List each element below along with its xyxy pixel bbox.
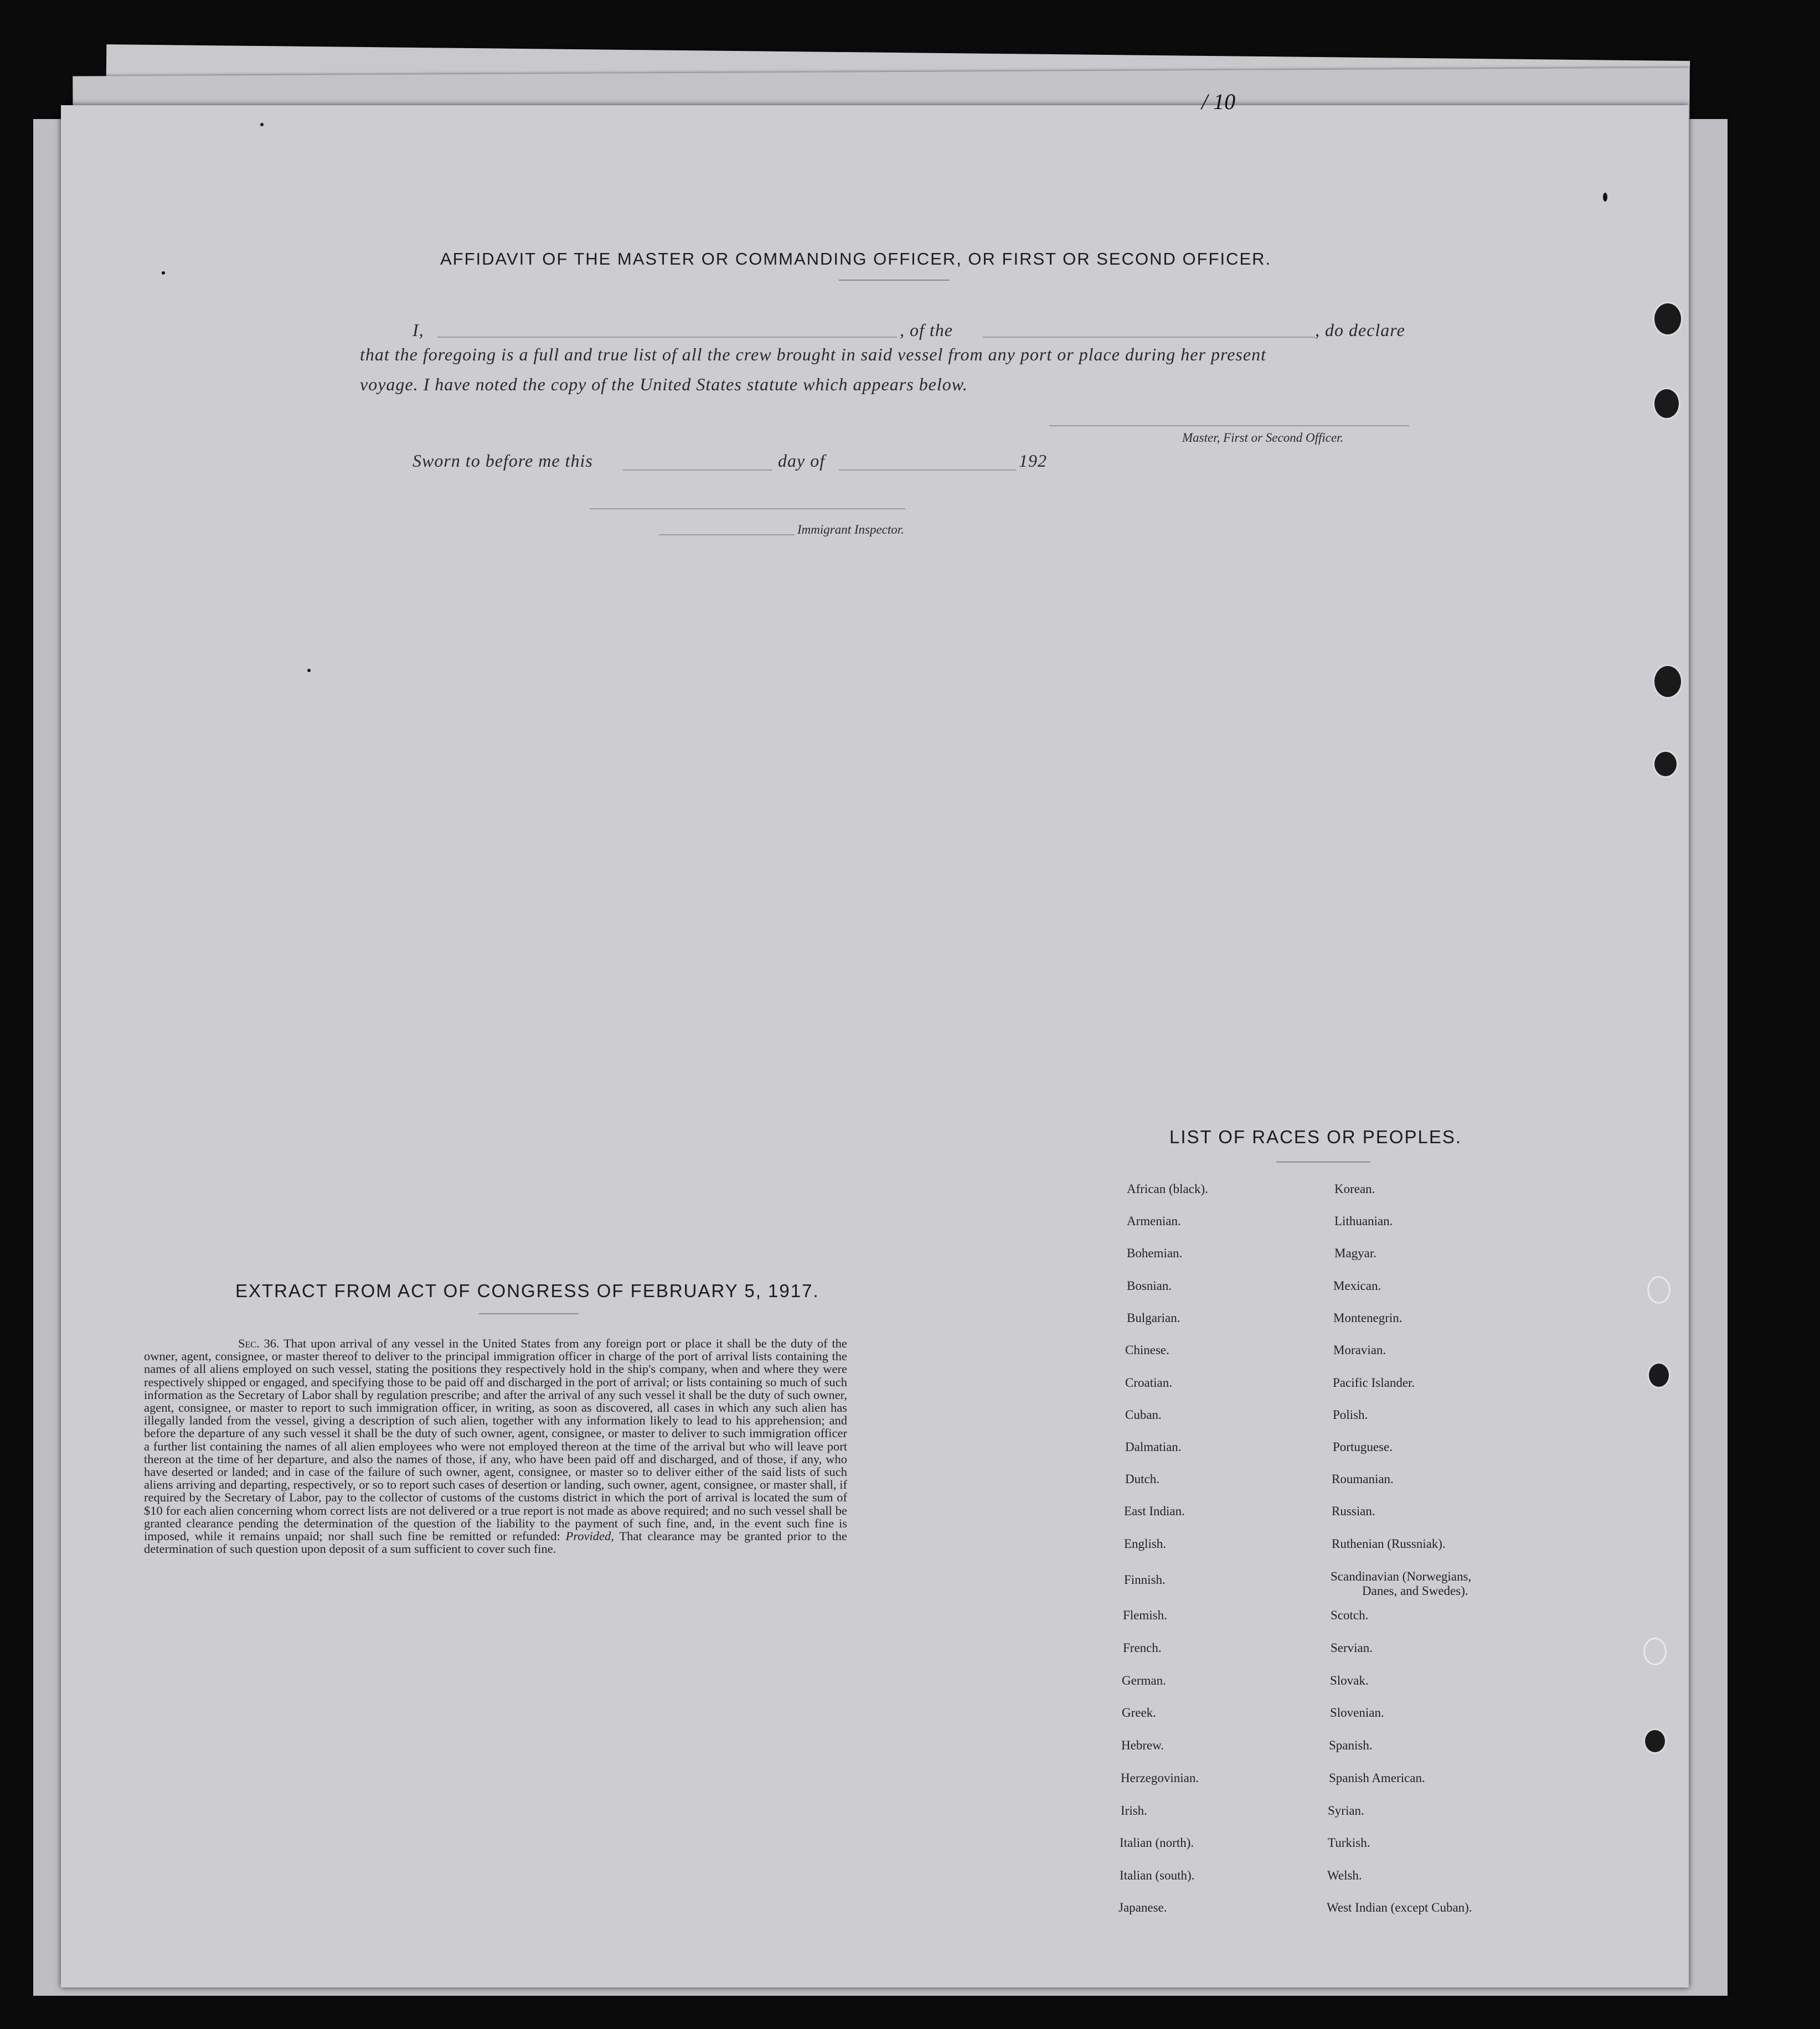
extract-body [144,1337,847,1555]
race-item: Dutch. [1125,1472,1159,1486]
punch-hole [1647,1362,1671,1388]
ink-speck [260,123,264,126]
sworn-month-blank [839,469,1016,471]
race-item: Russian. [1332,1504,1375,1518]
race-item: Roumanian. [1332,1472,1394,1486]
race-item: Chinese. [1125,1343,1169,1357]
race-item: Portuguese. [1333,1440,1393,1454]
race-item: Irish. [1121,1804,1147,1818]
affidavit-i: I, [413,320,424,340]
punch-hole [1653,388,1680,420]
race-item: Slovak. [1330,1674,1369,1687]
race-item: Korean. [1334,1182,1375,1196]
race-item: Croatian. [1125,1376,1172,1390]
race-item: Spanish American. [1329,1771,1425,1785]
punch-hole [1647,1276,1671,1304]
affidavit-of-the: , of the [900,320,953,340]
inspector-label: Immigrant Inspector. [797,523,904,536]
race-item: Polish. [1333,1408,1368,1422]
race-item: Scandinavian (Norwegians, [1331,1569,1472,1583]
race-item: Ruthenian (Russniak). [1332,1537,1446,1551]
race-item: West Indian (except Cuban). [1327,1901,1472,1914]
handwritten-mark: / 10 [1202,89,1236,114]
race-item: Japanese. [1118,1901,1167,1914]
race-item: African (black). [1127,1182,1208,1196]
race-item: Armenian. [1127,1214,1181,1228]
punch-hole [1653,750,1678,778]
affidavit-body-line2: that the foregoing is a full and true list of all the crew brought in said vessel from any port or place during her present [360,344,1266,364]
affidavit-body-line3: voyage. I have noted the copy of the United States statute which appears below. [360,374,968,394]
extract-text-end: That clearance may be granted prior to the determination of such question upon deposit of a sum sufficient to cover such fine. [144,1529,848,1556]
sworn-day-of: day of [778,451,826,471]
race-item: Lithuanian. [1334,1214,1393,1228]
race-item: Bohemian. [1127,1246,1183,1260]
races-list [1052,1182,1572,1924]
race-item-continued: Danes, and Swedes). [1362,1584,1468,1598]
punch-hole [1653,664,1683,699]
sworn-day-blank [623,469,772,471]
race-item: Servian. [1331,1641,1373,1655]
race-item: East Indian. [1124,1504,1185,1518]
race-item: Moravian. [1333,1343,1386,1357]
sworn-prefix: Sworn to before me this [413,451,593,471]
inspector-line [590,508,905,509]
ink-speck [1603,193,1607,202]
race-item: German. [1122,1674,1166,1687]
inspector-line-2 [659,534,795,535]
race-item: Herzegovinian. [1121,1771,1199,1785]
extract-title: EXTRACT FROM ACT OF CONGRESS OF FEBRUARY 5, 1917. [235,1281,819,1301]
race-item: Bosnian. [1127,1279,1172,1293]
extract-text-main: That upon arrival of any vessel in the United States from any foreign port or place it shall be the duty of the owner, agent, consignee, or master thereof to deliver to the principal immigration officer in charge of the port of arrival lists containing the names of all aliens employed on such vessel, stating the positions they respectively hold in the ship's company, when and where they were respectively shipped or engaged, and specifying those to be paid off and discharged in the port of arrival; or lists containing so much of such information as the Secretary of Labor shall by regulation prescribe; and after the arrival of any such vessel it shall be the duty of such owner, agent, consignee, or master to report to such immigration officer, in writing, as soon as discovered, all cases in which any such alien has illegally landed from the vessel, giving a description of such alien, together with any information likely to lead to his apprehension; and before the departure of any such vessel it shall be the duty of such owner, agent, consignee, or master to deliver to such immigration officer a further list containing the names of all alien employees who were not employed thereon at the time of the arrival but who will leave port thereon at the time of her departure, and also the names of those, if any, who have been paid off and discharged, and of those, if any, who have deserted or landed; and in case of the failure of such owner, agent, consignee, or master so to deliver either of the said lists of such aliens arriving and departing, respectively, or so to report such cases of desertion or landing, such owner, agent, consignee, or master shall, if required by the Secretary of Labor, pay to the collector of customs of the customs district in which the port of arrival is located the sum of $10 for each alien concerning whom correct lists are not delivered or a true report is not made as above required; and no such vessel shall be granted clearance pending the determination of the question of the liability to the payment of such fine, and, in the event such fine is imposed, while it remains unpaid; nor shall such fine be remitted or refunded: [144,1336,847,1543]
section-label: Sec. 36. [238,1336,280,1350]
race-item: Montenegrin. [1333,1311,1403,1325]
race-item: Italian (south). [1120,1868,1195,1882]
race-item: Scotch. [1331,1608,1369,1622]
punch-hole [1643,1638,1667,1665]
ink-speck [162,271,165,275]
divider [839,280,950,281]
race-item: Dalmatian. [1125,1440,1182,1454]
race-item: Hebrew. [1121,1738,1164,1752]
sworn-year: 192 [1019,451,1047,471]
affidavit-title: AFFIDAVIT OF THE MASTER OR COMMANDING OFFICER, OR FIRST OR SECOND OFFICER. [440,249,1272,269]
race-item: Turkish. [1328,1836,1370,1850]
race-item: Pacific Islander. [1333,1376,1415,1390]
name-blank [437,337,897,338]
race-item: Flemish. [1123,1608,1167,1622]
extract-provided: Provided, [565,1529,614,1543]
race-item: Bulgarian. [1127,1311,1180,1325]
race-item: French. [1123,1641,1162,1655]
race-item: Mexican. [1333,1279,1381,1293]
signature-label: Master, First or Second Officer. [1182,431,1344,445]
race-item: English. [1124,1537,1167,1551]
race-item: Spanish. [1329,1738,1373,1752]
race-item: Syrian. [1328,1804,1364,1818]
affidavit-do-declare: , do declare [1315,320,1405,340]
signature-line [1049,425,1409,426]
divider [1276,1161,1370,1163]
race-item: Italian (north). [1120,1836,1194,1850]
race-item: Finnish. [1124,1573,1166,1587]
race-item: Cuban. [1125,1408,1162,1422]
punch-hole [1643,1728,1667,1754]
race-item: Slovenian. [1330,1706,1384,1720]
race-item: Welsh. [1327,1868,1362,1882]
vessel-blank [983,337,1315,338]
ink-speck [307,669,311,672]
races-title: LIST OF RACES OR PEOPLES. [1169,1127,1462,1147]
race-item: Magyar. [1334,1246,1377,1260]
race-item: Greek. [1122,1706,1156,1720]
divider [479,1313,579,1314]
punch-hole [1653,302,1683,336]
